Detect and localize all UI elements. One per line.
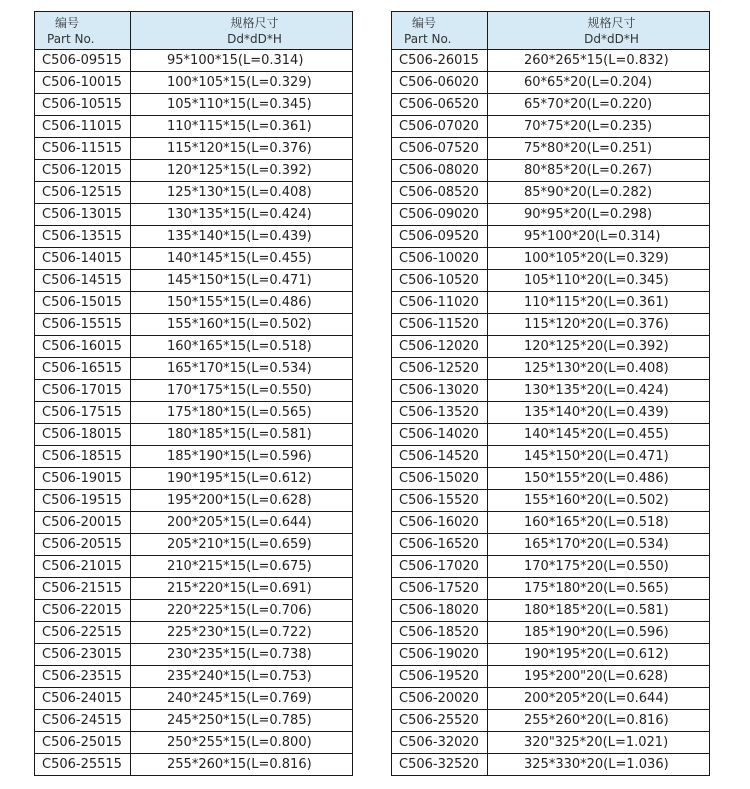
table-row: [392, 754, 710, 776]
part-no-cell: C506-08020: [392, 160, 488, 182]
table-header-row: [392, 12, 710, 50]
size-cell: 205*210*15(L=0.659): [131, 534, 353, 556]
table-row: [392, 270, 710, 292]
part-no-cell: C506-19015: [35, 468, 131, 490]
size-cell: 110*115*20(L=0.361): [488, 292, 710, 314]
part-no-cell: C506-22515: [35, 622, 131, 644]
part-no-cell: C506-09520: [392, 226, 488, 248]
table-row: [35, 182, 353, 204]
part-no-cell: C506-20020: [392, 688, 488, 710]
part-no-cell: C506-20015: [35, 512, 131, 534]
size-cell: 185*190*20(L=0.596): [488, 622, 710, 644]
table-row: [392, 380, 710, 402]
part-no-header-en: Part No.: [404, 31, 452, 46]
table-row: [35, 600, 353, 622]
table-row: [35, 270, 353, 292]
size-cell: 195*200*15(L=0.628): [131, 490, 353, 512]
part-no-cell: C506-12515: [35, 182, 131, 204]
size-cell: 100*105*15(L=0.329): [131, 72, 353, 94]
size-cell: 105*110*20(L=0.345): [488, 270, 710, 292]
part-no-cell: C506-12015: [35, 160, 131, 182]
part-no-cell: C506-09515: [35, 50, 131, 72]
table-row: [35, 336, 353, 358]
table-row: [392, 468, 710, 490]
part-no-cell: C506-16520: [392, 534, 488, 556]
table-row: [35, 490, 353, 512]
size-cell: 90*95*20(L=0.298): [488, 204, 710, 226]
table-row: [35, 710, 353, 732]
size-cell: 135*140*20(L=0.439): [488, 402, 710, 424]
part-no-cell: C506-16015: [35, 336, 131, 358]
size-cell: 160*165*20(L=0.518): [488, 512, 710, 534]
part-no-cell: C506-09020: [392, 204, 488, 226]
table-row: [35, 116, 353, 138]
size-cell: 200*205*20(L=0.644): [488, 688, 710, 710]
part-no-cell: C506-16020: [392, 512, 488, 534]
part-no-cell: C506-18515: [35, 446, 131, 468]
part-no-cell: C506-25515: [35, 754, 131, 776]
part-no-header: [392, 12, 488, 50]
table-row: [392, 314, 710, 336]
size-cell: 85*90*20(L=0.282): [488, 182, 710, 204]
table-row: [392, 424, 710, 446]
part-no-cell: C506-23015: [35, 644, 131, 666]
size-cell: 160*165*15(L=0.518): [131, 336, 353, 358]
size-cell: 75*80*20(L=0.251): [488, 138, 710, 160]
table-row: [35, 644, 353, 666]
size-cell: 235*240*15(L=0.753): [131, 666, 353, 688]
size-cell: 190*195*20(L=0.612): [488, 644, 710, 666]
size-cell: 155*160*20(L=0.502): [488, 490, 710, 512]
part-no-cell: C506-11515: [35, 138, 131, 160]
size-cell: 155*160*15(L=0.502): [131, 314, 353, 336]
part-no-cell: C506-20515: [35, 534, 131, 556]
table-row: [392, 512, 710, 534]
table-row: [392, 160, 710, 182]
part-no-cell: C506-19515: [35, 490, 131, 512]
part-no-cell: C506-12020: [392, 336, 488, 358]
part-no-cell: C506-06520: [392, 94, 488, 116]
part-no-cell: C506-11520: [392, 314, 488, 336]
table-row: [35, 160, 353, 182]
table-row: [35, 622, 353, 644]
size-cell: 145*150*20(L=0.471): [488, 446, 710, 468]
part-no-header-cn: 编号: [412, 15, 437, 30]
size-cell: 200*205*15(L=0.644): [131, 512, 353, 534]
part-no-cell: C506-24015: [35, 688, 131, 710]
part-no-cell: C506-25015: [35, 732, 131, 754]
size-cell: 215*220*15(L=0.691): [131, 578, 353, 600]
size-cell: 255*260*15(L=0.816): [131, 754, 353, 776]
table-row: [392, 578, 710, 600]
part-no-cell: C506-21015: [35, 556, 131, 578]
table-row: [392, 204, 710, 226]
table-row: [392, 666, 710, 688]
table-row: [35, 512, 353, 534]
table-row: [35, 754, 353, 776]
table-row: [392, 644, 710, 666]
size-cell: 195*200"20(L=0.628): [488, 666, 710, 688]
table-row: [392, 446, 710, 468]
size-cell: 255*260*20(L=0.816): [488, 710, 710, 732]
size-cell: 120*125*20(L=0.392): [488, 336, 710, 358]
part-no-cell: C506-15515: [35, 314, 131, 336]
table-row: [392, 688, 710, 710]
table-header-row: [35, 12, 353, 50]
table-row: [392, 182, 710, 204]
table-row: [392, 138, 710, 160]
size-cell: 140*145*20(L=0.455): [488, 424, 710, 446]
part-no-cell: C506-13020: [392, 380, 488, 402]
table-row: [35, 226, 353, 248]
size-cell: 130*135*15(L=0.424): [131, 204, 353, 226]
part-no-cell: C506-14515: [35, 270, 131, 292]
size-cell: 210*215*15(L=0.675): [131, 556, 353, 578]
part-no-cell: C506-11020: [392, 292, 488, 314]
size-header-en: Dd*dD*H: [584, 31, 639, 46]
part-no-header-en: Part No.: [47, 31, 95, 46]
table-row: [392, 600, 710, 622]
table-row: [392, 94, 710, 116]
part-no-header: [35, 12, 131, 50]
part-no-cell: C506-10020: [392, 248, 488, 270]
part-no-cell: C506-12520: [392, 358, 488, 380]
size-cell: 70*75*20(L=0.235): [488, 116, 710, 138]
table-row: [35, 556, 353, 578]
size-cell: 165*170*15(L=0.534): [131, 358, 353, 380]
size-cell: 175*180*15(L=0.565): [131, 402, 353, 424]
size-header: [488, 12, 710, 50]
size-cell: 185*190*15(L=0.596): [131, 446, 353, 468]
part-no-cell: C506-16515: [35, 358, 131, 380]
table-row: [392, 490, 710, 512]
table-row: [35, 424, 353, 446]
table-row: [35, 50, 353, 72]
part-no-cell: C506-22015: [35, 600, 131, 622]
part-no-cell: C506-17020: [392, 556, 488, 578]
table-row: [392, 402, 710, 424]
part-no-cell: C506-15015: [35, 292, 131, 314]
table-row: [35, 292, 353, 314]
table-row: [35, 248, 353, 270]
part-no-cell: C506-26015: [392, 50, 488, 72]
part-no-cell: C506-19520: [392, 666, 488, 688]
size-cell: 320"325*20(L=1.021): [488, 732, 710, 754]
size-cell: 125*130*20(L=0.408): [488, 358, 710, 380]
size-cell: 60*65*20(L=0.204): [488, 72, 710, 94]
size-cell: 100*105*20(L=0.329): [488, 248, 710, 270]
size-cell: 170*175*20(L=0.550): [488, 556, 710, 578]
part-no-cell: C506-07520: [392, 138, 488, 160]
table-row: [35, 314, 353, 336]
size-cell: 180*185*15(L=0.581): [131, 424, 353, 446]
table-row: [392, 226, 710, 248]
spec-table-right: [391, 11, 710, 776]
part-no-cell: C506-13515: [35, 226, 131, 248]
table-row: [35, 138, 353, 160]
part-no-cell: C506-10515: [35, 94, 131, 116]
size-cell: 175*180*20(L=0.565): [488, 578, 710, 600]
size-cell: 110*115*15(L=0.361): [131, 116, 353, 138]
table-row: [392, 710, 710, 732]
size-cell: 170*175*15(L=0.550): [131, 380, 353, 402]
part-no-cell: C506-17015: [35, 380, 131, 402]
part-no-cell: C506-06020: [392, 72, 488, 94]
size-header-cn: 规格尺寸: [230, 15, 279, 30]
size-cell: 325*330*20(L=1.036): [488, 754, 710, 776]
table-row: [35, 688, 353, 710]
spec-table-left: [34, 11, 353, 776]
size-cell: 130*135*20(L=0.424): [488, 380, 710, 402]
part-no-cell: C506-15020: [392, 468, 488, 490]
part-no-cell: C506-14015: [35, 248, 131, 270]
size-cell: 95*100*20(L=0.314): [488, 226, 710, 248]
table-row: [35, 94, 353, 116]
size-cell: 165*170*20(L=0.534): [488, 534, 710, 556]
part-no-cell: C506-19020: [392, 644, 488, 666]
table-row: [392, 358, 710, 380]
part-no-cell: C506-11015: [35, 116, 131, 138]
part-no-cell: C506-14520: [392, 446, 488, 468]
table-row: [392, 534, 710, 556]
table-row: [35, 446, 353, 468]
part-no-cell: C506-32020: [392, 732, 488, 754]
size-header: [131, 12, 353, 50]
size-cell: 180*185*20(L=0.581): [488, 600, 710, 622]
part-no-cell: C506-14020: [392, 424, 488, 446]
table-row: [392, 732, 710, 754]
part-no-cell: C506-17515: [35, 402, 131, 424]
part-no-cell: C506-13015: [35, 204, 131, 226]
size-cell: 150*155*20(L=0.486): [488, 468, 710, 490]
table-row: [392, 556, 710, 578]
table-row: [392, 622, 710, 644]
part-no-header-cn: 编号: [55, 15, 80, 30]
table-row: [35, 732, 353, 754]
size-cell: 95*100*15(L=0.314): [131, 50, 353, 72]
size-cell: 65*70*20(L=0.220): [488, 94, 710, 116]
table-row: [392, 336, 710, 358]
part-no-cell: C506-24515: [35, 710, 131, 732]
size-cell: 190*195*15(L=0.612): [131, 468, 353, 490]
size-cell: 105*110*15(L=0.345): [131, 94, 353, 116]
size-cell: 120*125*15(L=0.392): [131, 160, 353, 182]
table-row: [35, 358, 353, 380]
size-cell: 230*235*15(L=0.738): [131, 644, 353, 666]
size-header-cn: 规格尺寸: [587, 15, 636, 30]
table-row: [35, 402, 353, 424]
table-row: [35, 666, 353, 688]
size-cell: 150*155*15(L=0.486): [131, 292, 353, 314]
table-row: [392, 50, 710, 72]
size-header-en: Dd*dD*H: [227, 31, 282, 46]
size-cell: 140*145*15(L=0.455): [131, 248, 353, 270]
part-no-cell: C506-17520: [392, 578, 488, 600]
table-row: [35, 534, 353, 556]
size-cell: 240*245*15(L=0.769): [131, 688, 353, 710]
table-row: [35, 204, 353, 226]
table-row: [35, 380, 353, 402]
size-cell: 135*140*15(L=0.439): [131, 226, 353, 248]
size-cell: 115*120*20(L=0.376): [488, 314, 710, 336]
size-cell: 245*250*15(L=0.785): [131, 710, 353, 732]
part-no-cell: C506-25520: [392, 710, 488, 732]
size-cell: 225*230*15(L=0.722): [131, 622, 353, 644]
part-no-cell: C506-21515: [35, 578, 131, 600]
part-no-cell: C506-08520: [392, 182, 488, 204]
table-row: [392, 248, 710, 270]
part-no-cell: C506-15520: [392, 490, 488, 512]
part-no-cell: C506-32520: [392, 754, 488, 776]
table-row: [392, 72, 710, 94]
part-no-cell: C506-18015: [35, 424, 131, 446]
part-no-cell: C506-13520: [392, 402, 488, 424]
size-cell: 250*255*15(L=0.800): [131, 732, 353, 754]
table-row: [35, 578, 353, 600]
part-no-cell: C506-10015: [35, 72, 131, 94]
part-no-cell: C506-07020: [392, 116, 488, 138]
part-no-cell: C506-23515: [35, 666, 131, 688]
table-row: [35, 72, 353, 94]
size-cell: 220*225*15(L=0.706): [131, 600, 353, 622]
part-no-cell: C506-10520: [392, 270, 488, 292]
size-cell: 260*265*15(L=0.832): [488, 50, 710, 72]
size-cell: 125*130*15(L=0.408): [131, 182, 353, 204]
size-cell: 115*120*15(L=0.376): [131, 138, 353, 160]
size-cell: 80*85*20(L=0.267): [488, 160, 710, 182]
table-row: [392, 292, 710, 314]
part-no-cell: C506-18520: [392, 622, 488, 644]
table-row: [35, 468, 353, 490]
table-row: [392, 116, 710, 138]
size-cell: 145*150*15(L=0.471): [131, 270, 353, 292]
part-no-cell: C506-18020: [392, 600, 488, 622]
